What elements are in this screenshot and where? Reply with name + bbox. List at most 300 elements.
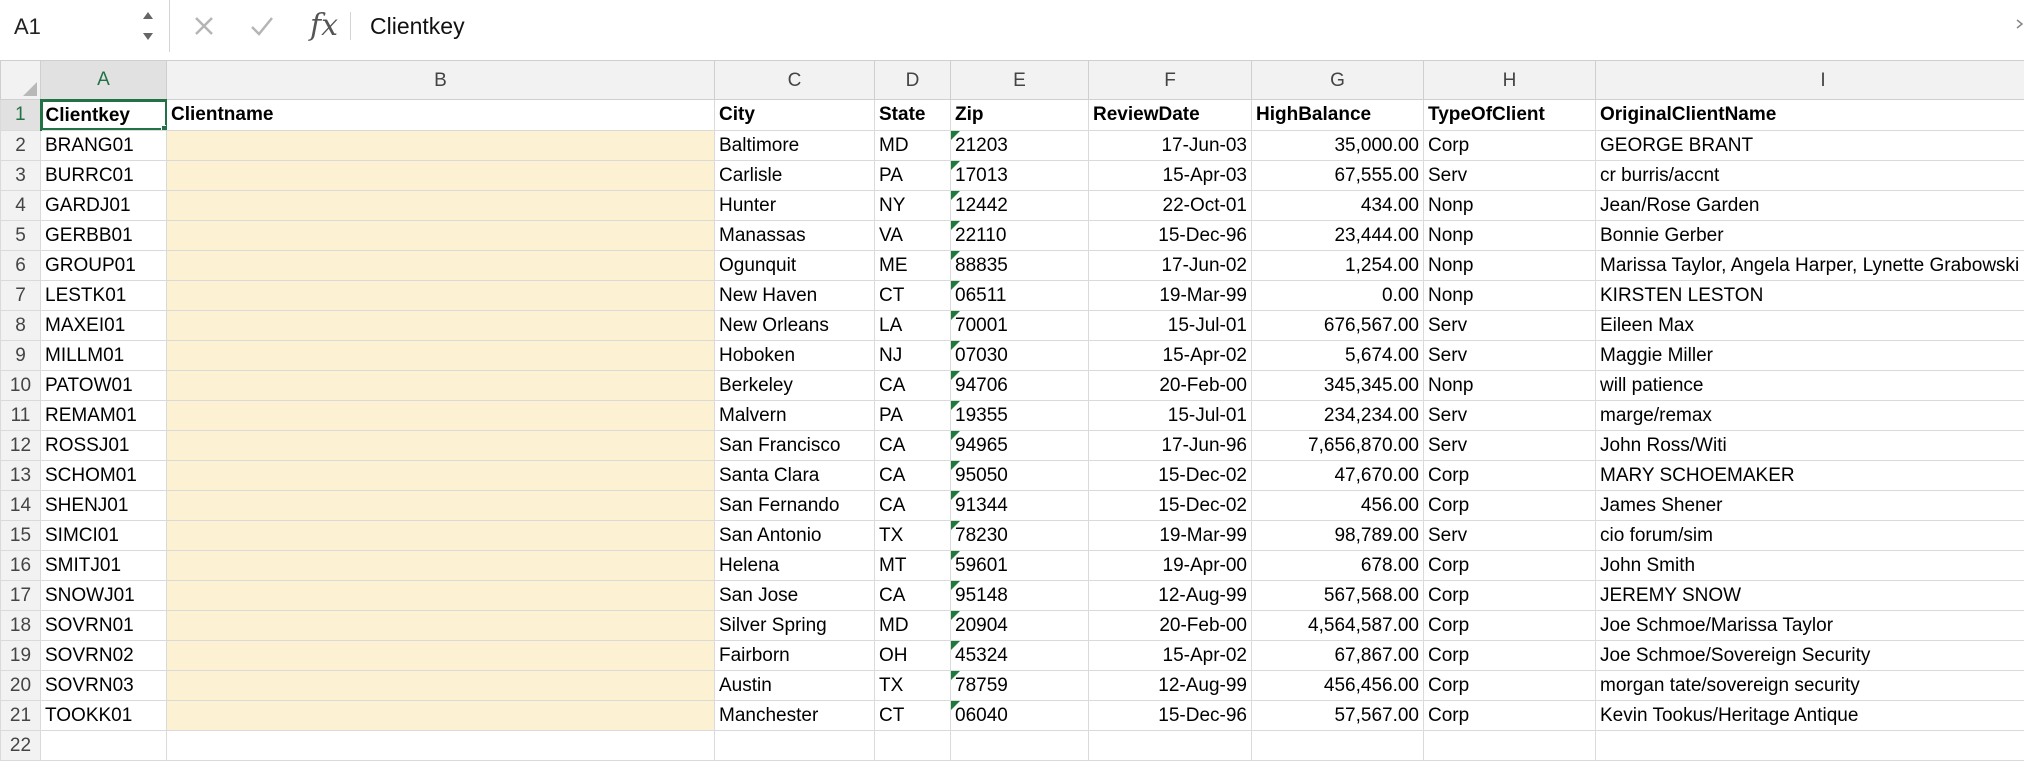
chevron-up-icon[interactable]	[140, 8, 156, 24]
error-indicator-icon[interactable]	[951, 161, 960, 170]
cell-i9[interactable]: Maggie Miller	[1596, 340, 2024, 370]
column-header-d[interactable]: D	[875, 61, 951, 100]
cell-f20[interactable]: 12-Aug-99	[1089, 670, 1252, 700]
row-header-18[interactable]: 18	[1, 610, 41, 640]
cell-i8[interactable]: Eileen Max	[1596, 310, 2024, 340]
cell-e21[interactable]	[951, 700, 1089, 730]
cell-f18[interactable]: 20-Feb-00	[1089, 610, 1252, 640]
table-row	[1, 160, 2024, 190]
cell-b11[interactable]	[167, 400, 715, 430]
row-header-10[interactable]: 10	[1, 370, 41, 400]
cell-g18[interactable]: 4,564,587.00	[1252, 610, 1424, 640]
row-header-4[interactable]: 4	[1, 190, 41, 220]
spreadsheet-grid[interactable]	[0, 52, 2024, 768]
fill-handle[interactable]	[161, 125, 167, 131]
cell-a3[interactable]: BURRC01	[41, 160, 167, 190]
table-row	[1, 430, 2024, 460]
cell-h1[interactable]: TypeOfClient	[1424, 100, 1596, 131]
cell-e12[interactable]	[951, 430, 1089, 460]
cell-c2[interactable]: Baltimore	[715, 130, 875, 160]
error-indicator-icon[interactable]	[951, 281, 960, 290]
error-indicator-icon[interactable]	[951, 641, 960, 650]
cell-e18[interactable]	[951, 610, 1089, 640]
row-header-19[interactable]: 19	[1, 640, 41, 670]
select-all-corner[interactable]	[1, 61, 41, 100]
cell-c20[interactable]: Austin	[715, 670, 875, 700]
row-header-13[interactable]: 13	[1, 460, 41, 490]
cell-i3[interactable]: cr burris/accnt	[1596, 160, 2024, 190]
cell-c8[interactable]: New Orleans	[715, 310, 875, 340]
cell-e14[interactable]	[951, 490, 1089, 520]
error-indicator-icon[interactable]	[951, 611, 960, 620]
cell-c12[interactable]: San Francisco	[715, 430, 875, 460]
cell-g16[interactable]: 678.00	[1252, 550, 1424, 580]
cell-a15[interactable]: SIMCI01	[41, 520, 167, 550]
zip-value: 95050	[955, 464, 1008, 486]
cell-f21[interactable]: 15-Dec-96	[1089, 700, 1252, 730]
cell-b20[interactable]	[167, 670, 715, 700]
table-row	[1, 520, 2024, 550]
table-row	[1, 280, 2024, 310]
error-indicator-icon[interactable]	[951, 341, 960, 350]
error-indicator-icon[interactable]	[951, 401, 960, 410]
cell-a9[interactable]: MILLM01	[41, 340, 167, 370]
cell-f4[interactable]: 22-Oct-01	[1089, 190, 1252, 220]
cell-h16[interactable]: Corp	[1424, 550, 1596, 580]
cell-h7[interactable]: Nonp	[1424, 280, 1596, 310]
cell-i16[interactable]: John Smith	[1596, 550, 2024, 580]
cell-h14[interactable]: Corp	[1424, 490, 1596, 520]
cell-b17[interactable]	[167, 580, 715, 610]
cell-i13[interactable]: MARY SCHOEMAKER	[1596, 460, 2024, 490]
cell-b21[interactable]	[167, 700, 715, 730]
cell-e5[interactable]	[951, 220, 1089, 250]
row-header-20[interactable]: 20	[1, 670, 41, 700]
table-row	[1, 460, 2024, 490]
column-header-b[interactable]: B	[167, 61, 715, 100]
zip-value: 70001	[955, 314, 1008, 336]
cell-a22[interactable]	[41, 730, 167, 760]
cell-d10[interactable]: CA	[875, 370, 951, 400]
cell-i5[interactable]: Bonnie Gerber	[1596, 220, 2024, 250]
formula-bar-divider	[350, 12, 351, 40]
column-header-c[interactable]: C	[715, 61, 875, 100]
cell-a11[interactable]: REMAM01	[41, 400, 167, 430]
table-row	[1, 130, 2024, 160]
cancel-icon[interactable]	[188, 10, 220, 42]
cell-b15[interactable]	[167, 520, 715, 550]
cell-i21[interactable]: Kevin Tookus/Heritage Antique	[1596, 700, 2024, 730]
cell-g2[interactable]: 35,000.00	[1252, 130, 1424, 160]
row-header-16[interactable]: 16	[1, 550, 41, 580]
cell-b19[interactable]	[167, 640, 715, 670]
error-indicator-icon[interactable]	[951, 581, 960, 590]
cell-h11[interactable]: Serv	[1424, 400, 1596, 430]
cell-i18[interactable]: Joe Schmoe/Marissa Taylor	[1596, 610, 2024, 640]
cell-i4[interactable]: Jean/Rose Garden	[1596, 190, 2024, 220]
cell-a14[interactable]: SHENJ01	[41, 490, 167, 520]
cell-f10[interactable]: 20-Feb-00	[1089, 370, 1252, 400]
cell-h4[interactable]: Nonp	[1424, 190, 1596, 220]
cell-b8[interactable]	[167, 310, 715, 340]
cell-i1[interactable]: OriginalClientName	[1596, 100, 2024, 131]
row-header-8[interactable]: 8	[1, 310, 41, 340]
cell-h17[interactable]: Corp	[1424, 580, 1596, 610]
cell-d3[interactable]: PA	[875, 160, 951, 190]
error-indicator-icon[interactable]	[951, 431, 960, 440]
cell-h5[interactable]: Nonp	[1424, 220, 1596, 250]
cell-d14[interactable]: CA	[875, 490, 951, 520]
zip-value: 07030	[955, 344, 1008, 366]
cell-e10[interactable]	[951, 370, 1089, 400]
table-row	[1, 100, 2024, 131]
cell-f22[interactable]	[1089, 730, 1252, 760]
cell-h20[interactable]: Corp	[1424, 670, 1596, 700]
column-header-g[interactable]: G	[1252, 61, 1424, 100]
cell-e4[interactable]	[951, 190, 1089, 220]
cell-c7[interactable]: New Haven	[715, 280, 875, 310]
zip-value: 22110	[955, 224, 1007, 246]
table-row	[1, 310, 2024, 340]
cell-c19[interactable]: Fairborn	[715, 640, 875, 670]
cell-d8[interactable]: LA	[875, 310, 951, 340]
insert-function-button[interactable]: fx	[309, 8, 339, 43]
cell-f9[interactable]: 15-Apr-02	[1089, 340, 1252, 370]
cell-g4[interactable]: 434.00	[1252, 190, 1424, 220]
cell-c16[interactable]: Helena	[715, 550, 875, 580]
error-indicator-icon[interactable]	[951, 521, 960, 530]
row-header-1[interactable]: 1	[1, 100, 41, 131]
cell-a7[interactable]: LESTK01	[41, 280, 167, 310]
cell-e3[interactable]	[951, 160, 1089, 190]
table-row	[1, 340, 2024, 370]
cell-g19[interactable]: 67,867.00	[1252, 640, 1424, 670]
cell-f19[interactable]: 15-Apr-02	[1089, 640, 1252, 670]
cell-c9[interactable]: Hoboken	[715, 340, 875, 370]
cell-g3[interactable]: 67,555.00	[1252, 160, 1424, 190]
cell-a18[interactable]: SOVRN01	[41, 610, 167, 640]
row-header-11[interactable]: 11	[1, 400, 41, 430]
cell-a16[interactable]: SMITJ01	[41, 550, 167, 580]
cell-a10[interactable]: PATOW01	[41, 370, 167, 400]
cell-c14[interactable]: San Fernando	[715, 490, 875, 520]
cell-e15[interactable]	[951, 520, 1089, 550]
cell-g15[interactable]: 98,789.00	[1252, 520, 1424, 550]
cell-c11[interactable]: Malvern	[715, 400, 875, 430]
table-row	[1, 220, 2024, 250]
row-header-6[interactable]: 6	[1, 250, 41, 280]
cell-i14[interactable]: James Shener	[1596, 490, 2024, 520]
formula-bar	[0, 0, 2024, 53]
row-header-12[interactable]: 12	[1, 430, 41, 460]
zip-value: 45324	[955, 644, 1008, 666]
cell-b3[interactable]	[167, 160, 715, 190]
cell-g20[interactable]: 456,456.00	[1252, 670, 1424, 700]
zip-value: 59601	[955, 554, 1008, 576]
cell-d17[interactable]: CA	[875, 580, 951, 610]
cell-g7[interactable]: 0.00	[1252, 280, 1424, 310]
row-header-2[interactable]: 2	[1, 130, 41, 160]
cell-b14[interactable]	[167, 490, 715, 520]
cell-i17[interactable]: JEREMY SNOW	[1596, 580, 2024, 610]
cell-h2[interactable]: Corp	[1424, 130, 1596, 160]
column-header-e[interactable]: E	[951, 61, 1089, 100]
cell-b16[interactable]	[167, 550, 715, 580]
cell-e8[interactable]	[951, 310, 1089, 340]
expand-formula-icon[interactable]	[2016, 14, 2024, 32]
cell-g5[interactable]: 23,444.00	[1252, 220, 1424, 250]
column-header-f[interactable]: F	[1089, 61, 1252, 100]
error-indicator-icon[interactable]	[951, 251, 960, 260]
cell-e13[interactable]	[951, 460, 1089, 490]
cell-b9[interactable]	[167, 340, 715, 370]
column-header-i[interactable]: I	[1596, 61, 2024, 100]
cell-g22[interactable]	[1252, 730, 1424, 760]
cell-i20[interactable]: morgan tate/sovereign security	[1596, 670, 2024, 700]
cell-e7[interactable]	[951, 280, 1089, 310]
cell-h3[interactable]: Serv	[1424, 160, 1596, 190]
cell-c5[interactable]: Manassas	[715, 220, 875, 250]
cell-e11[interactable]	[951, 400, 1089, 430]
cell-g13[interactable]: 47,670.00	[1252, 460, 1424, 490]
cell-b2[interactable]	[167, 130, 715, 160]
cell-c4[interactable]: Hunter	[715, 190, 875, 220]
cell-e22[interactable]	[951, 730, 1089, 760]
cell-d22[interactable]	[875, 730, 951, 760]
cell-f3[interactable]: 15-Apr-03	[1089, 160, 1252, 190]
cell-e16[interactable]	[951, 550, 1089, 580]
cell-f8[interactable]: 15-Jul-01	[1089, 310, 1252, 340]
cell-a20[interactable]: SOVRN03	[41, 670, 167, 700]
error-indicator-icon[interactable]	[951, 551, 960, 560]
cell-h9[interactable]: Serv	[1424, 340, 1596, 370]
cell-b13[interactable]	[167, 460, 715, 490]
cell-d11[interactable]: PA	[875, 400, 951, 430]
cell-b6[interactable]	[167, 250, 715, 280]
error-indicator-icon[interactable]	[951, 191, 960, 200]
row-header-22[interactable]: 22	[1, 730, 41, 760]
cell-f12[interactable]: 17-Jun-96	[1089, 430, 1252, 460]
row-header-5[interactable]: 5	[1, 220, 41, 250]
cell-f2[interactable]: 17-Jun-03	[1089, 130, 1252, 160]
cell-e2[interactable]	[951, 130, 1089, 160]
cell-b12[interactable]	[167, 430, 715, 460]
cell-a6[interactable]: GROUP01	[41, 250, 167, 280]
cell-e19[interactable]	[951, 640, 1089, 670]
cell-g10[interactable]: 345,345.00	[1252, 370, 1424, 400]
cell-d9[interactable]: NJ	[875, 340, 951, 370]
cell-a4[interactable]: GARDJ01	[41, 190, 167, 220]
cell-d7[interactable]: CT	[875, 280, 951, 310]
error-indicator-icon[interactable]	[951, 701, 960, 710]
cell-g21[interactable]: 57,567.00	[1252, 700, 1424, 730]
formula-input[interactable]: Clientkey	[370, 13, 465, 39]
cell-g6[interactable]: 1,254.00	[1252, 250, 1424, 280]
zip-value: 91344	[955, 494, 1008, 516]
table-row	[1, 190, 2024, 220]
cell-g9[interactable]: 5,674.00	[1252, 340, 1424, 370]
cell-i10[interactable]: will patience	[1596, 370, 2024, 400]
cell-d4[interactable]: NY	[875, 190, 951, 220]
error-indicator-icon[interactable]	[951, 311, 960, 320]
cell-i22[interactable]	[1596, 730, 2024, 760]
cell-d5[interactable]: VA	[875, 220, 951, 250]
name-box[interactable]	[0, 0, 170, 52]
zip-value: 78759	[955, 674, 1008, 696]
row-header-9[interactable]: 9	[1, 340, 41, 370]
cell-b10[interactable]	[167, 370, 715, 400]
chevron-down-icon[interactable]	[140, 28, 156, 44]
cell-g8[interactable]: 676,567.00	[1252, 310, 1424, 340]
cell-h22[interactable]	[1424, 730, 1596, 760]
cell-g1[interactable]: HighBalance	[1252, 100, 1424, 131]
select-all-icon[interactable]	[23, 82, 37, 96]
cell-i7[interactable]: KIRSTEN LESTON	[1596, 280, 2024, 310]
cell-c13[interactable]: Santa Clara	[715, 460, 875, 490]
cell-f16[interactable]: 19-Apr-00	[1089, 550, 1252, 580]
cell-f5[interactable]: 15-Dec-96	[1089, 220, 1252, 250]
cell-i11[interactable]: marge/remax	[1596, 400, 2024, 430]
cell-f14[interactable]: 15-Dec-02	[1089, 490, 1252, 520]
cell-e1[interactable]: Zip	[951, 100, 1089, 131]
cell-h10[interactable]: Nonp	[1424, 370, 1596, 400]
cell-h13[interactable]: Corp	[1424, 460, 1596, 490]
cell-f7[interactable]: 19-Mar-99	[1089, 280, 1252, 310]
cell-h19[interactable]: Corp	[1424, 640, 1596, 670]
cell-e6[interactable]	[951, 250, 1089, 280]
row-header-21[interactable]: 21	[1, 700, 41, 730]
sheet-table	[0, 60, 2024, 761]
cell-f6[interactable]: 17-Jun-02	[1089, 250, 1252, 280]
cell-g11[interactable]: 234,234.00	[1252, 400, 1424, 430]
cell-b18[interactable]	[167, 610, 715, 640]
error-indicator-icon[interactable]	[951, 491, 960, 500]
cell-i6[interactable]: Marissa Taylor, Angela Harper, Lynette Grabowski	[1596, 250, 2024, 280]
cell-i19[interactable]: Joe Schmoe/Sovereign Security	[1596, 640, 2024, 670]
cell-a12[interactable]: ROSSJ01	[41, 430, 167, 460]
cell-d13[interactable]: CA	[875, 460, 951, 490]
cell-h18[interactable]: Corp	[1424, 610, 1596, 640]
cell-c1[interactable]: City	[715, 100, 875, 131]
row-header-7[interactable]: 7	[1, 280, 41, 310]
cell-b4[interactable]	[167, 190, 715, 220]
cell-c21[interactable]: Manchester	[715, 700, 875, 730]
zip-value: 19355	[955, 404, 1008, 426]
cell-a17[interactable]: SNOWJ01	[41, 580, 167, 610]
cell-c15[interactable]: San Antonio	[715, 520, 875, 550]
cell-c6[interactable]: Ogunquit	[715, 250, 875, 280]
cell-a5[interactable]: GERBB01	[41, 220, 167, 250]
cell-d2[interactable]: MD	[875, 130, 951, 160]
zip-value: 12442	[955, 194, 1008, 216]
table-row	[1, 640, 2024, 670]
cell-a2[interactable]: BRANG01	[41, 130, 167, 160]
zip-value: 88835	[955, 254, 1008, 276]
error-indicator-icon[interactable]	[951, 221, 960, 230]
cell-c3[interactable]: Carlisle	[715, 160, 875, 190]
cell-d6[interactable]: ME	[875, 250, 951, 280]
cell-e9[interactable]	[951, 340, 1089, 370]
row-header-15[interactable]: 15	[1, 520, 41, 550]
cell-a21[interactable]: TOOKK01	[41, 700, 167, 730]
cell-i12[interactable]: John Ross/Witi	[1596, 430, 2024, 460]
zip-value: 06040	[955, 704, 1008, 726]
cell-a19[interactable]: SOVRN02	[41, 640, 167, 670]
row-header-3[interactable]: 3	[1, 160, 41, 190]
cell-c22[interactable]	[715, 730, 875, 760]
cell-i15[interactable]: cio forum/sim	[1596, 520, 2024, 550]
cell-d18[interactable]: MD	[875, 610, 951, 640]
cell-e17[interactable]	[951, 580, 1089, 610]
zip-value: 20904	[955, 614, 1008, 636]
table-row	[1, 610, 2024, 640]
error-indicator-icon[interactable]	[951, 461, 960, 470]
cell-i2[interactable]: GEORGE BRANT	[1596, 130, 2024, 160]
cell-d1[interactable]: State	[875, 100, 951, 131]
zip-value: 94965	[955, 434, 1008, 456]
row-header-14[interactable]: 14	[1, 490, 41, 520]
cell-h12[interactable]: Serv	[1424, 430, 1596, 460]
table-row	[1, 250, 2024, 280]
error-indicator-icon[interactable]	[951, 671, 960, 680]
cell-f11[interactable]: 15-Jul-01	[1089, 400, 1252, 430]
column-header-a[interactable]: A	[41, 61, 167, 100]
cell-h21[interactable]: Corp	[1424, 700, 1596, 730]
table-row	[1, 670, 2024, 700]
cell-f13[interactable]: 15-Dec-02	[1089, 460, 1252, 490]
cell-a8[interactable]: MAXEI01	[41, 310, 167, 340]
cell-a1[interactable]: Clientkey	[41, 100, 167, 131]
cell-d19[interactable]: OH	[875, 640, 951, 670]
cell-b7[interactable]	[167, 280, 715, 310]
cell-d20[interactable]: TX	[875, 670, 951, 700]
cell-h6[interactable]: Nonp	[1424, 250, 1596, 280]
cell-h8[interactable]: Serv	[1424, 310, 1596, 340]
cell-g12[interactable]: 7,656,870.00	[1252, 430, 1424, 460]
zip-value: 94706	[955, 374, 1008, 396]
error-indicator-icon[interactable]	[951, 371, 960, 380]
cell-h15[interactable]: Serv	[1424, 520, 1596, 550]
cell-g17[interactable]: 567,568.00	[1252, 580, 1424, 610]
table-row	[1, 580, 2024, 610]
cell-f15[interactable]: 19-Mar-99	[1089, 520, 1252, 550]
name-box-value[interactable]: A1	[14, 14, 41, 39]
check-icon[interactable]	[246, 10, 278, 42]
cell-b22[interactable]	[167, 730, 715, 760]
column-header-h[interactable]: H	[1424, 61, 1596, 100]
cell-b5[interactable]	[167, 220, 715, 250]
cell-f17[interactable]: 12-Aug-99	[1089, 580, 1252, 610]
cell-d12[interactable]: CA	[875, 430, 951, 460]
error-indicator-icon[interactable]	[951, 131, 960, 140]
name-box-stepper[interactable]	[138, 6, 158, 46]
cell-c17[interactable]: San Jose	[715, 580, 875, 610]
cell-f1[interactable]: ReviewDate	[1089, 100, 1252, 131]
cell-a13[interactable]: SCHOM01	[41, 460, 167, 490]
cell-c10[interactable]: Berkeley	[715, 370, 875, 400]
cell-c18[interactable]: Silver Spring	[715, 610, 875, 640]
cell-d15[interactable]: TX	[875, 520, 951, 550]
row-header-17[interactable]: 17	[1, 580, 41, 610]
cell-b1[interactable]: Clientname	[167, 100, 715, 131]
zip-value: 06511	[955, 284, 1007, 306]
cell-d21[interactable]: CT	[875, 700, 951, 730]
cell-e20[interactable]	[951, 670, 1089, 700]
cell-g14[interactable]: 456.00	[1252, 490, 1424, 520]
cell-d16[interactable]: MT	[875, 550, 951, 580]
zip-value: 95148	[955, 584, 1008, 606]
table-row	[1, 490, 2024, 520]
